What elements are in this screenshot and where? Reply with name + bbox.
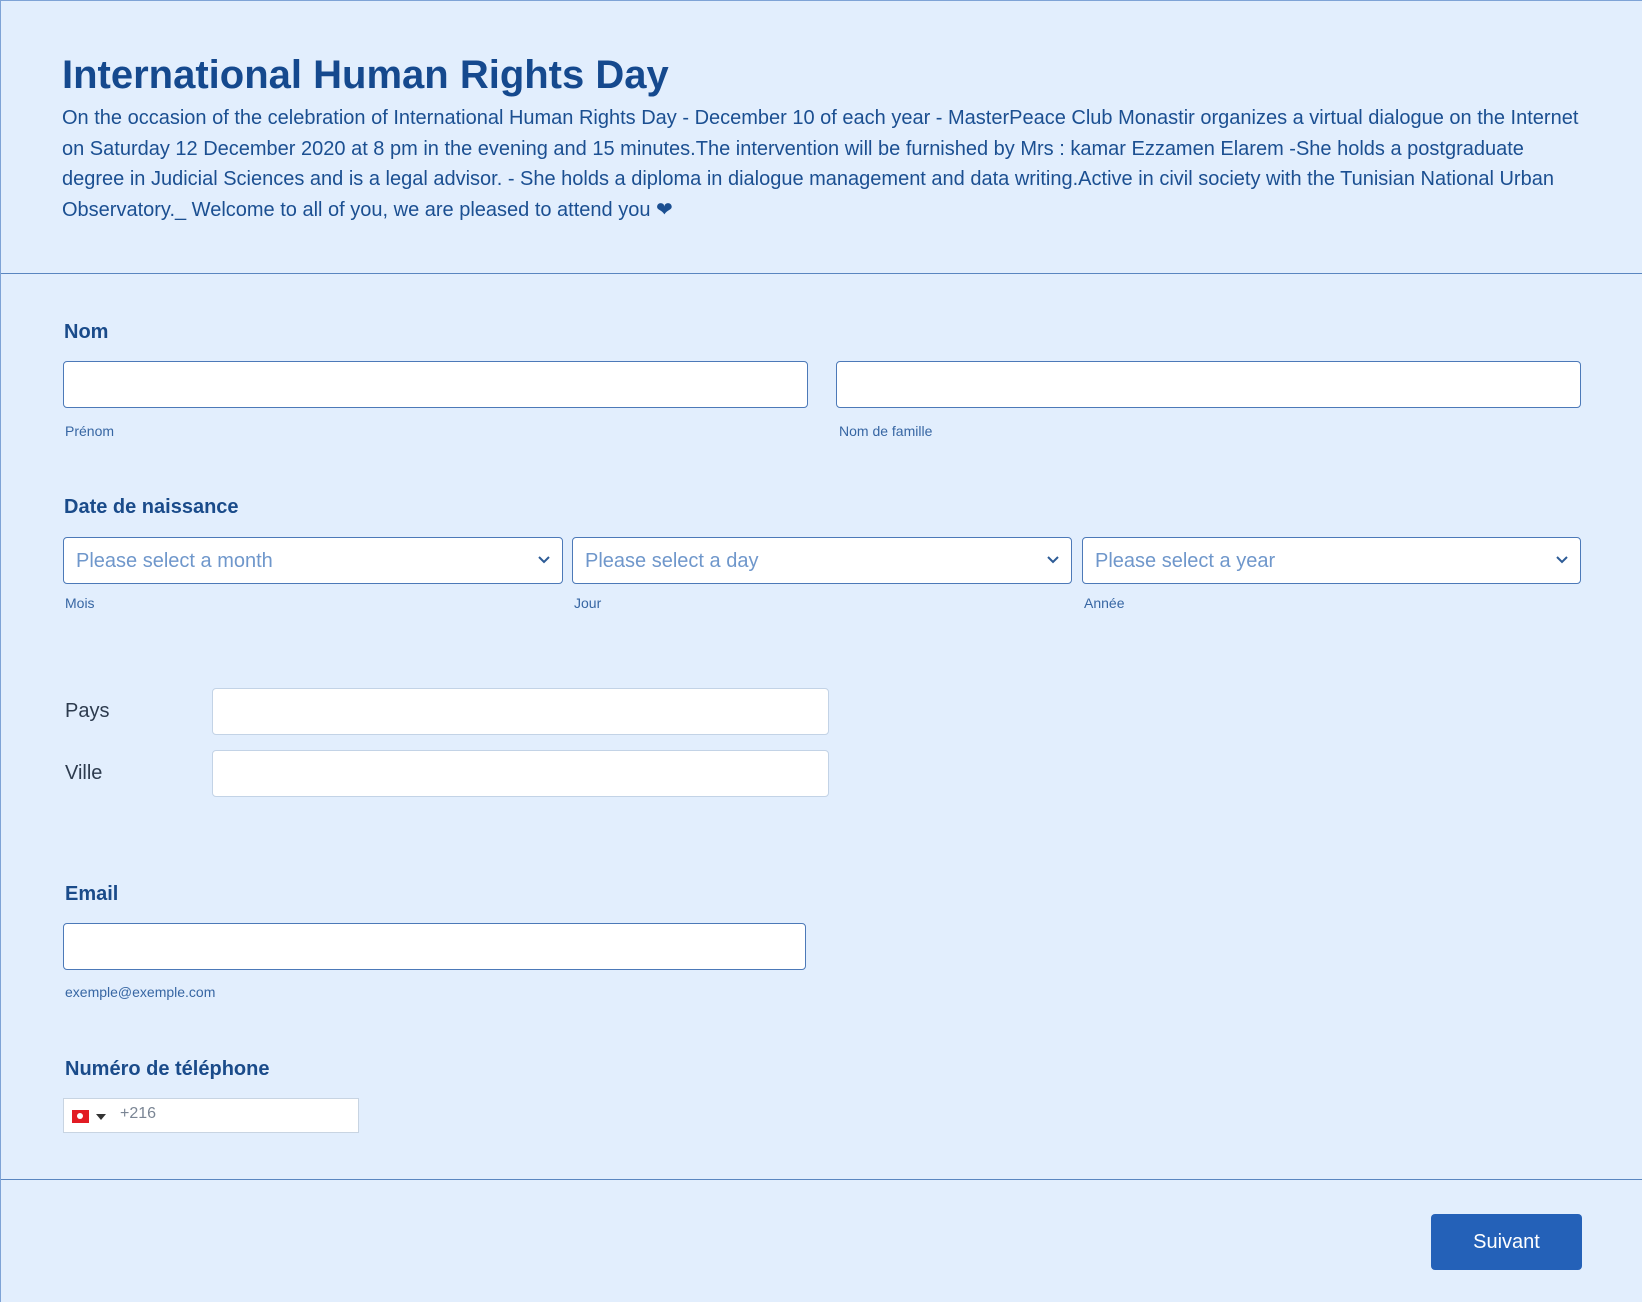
page-description: On the occasion of the celebration of International Human Rights Day - December 10 of each year - MasterPeace Club Monastir organizes a virtual dialogue on the Internet on Saturday 12 December 2020 at 8 pm in the evening and 15 minutes.The intervention will be furnished by Mrs : kamar Ezzamen Elarem -She holds a postgraduate degree in Judicial Sciences and is a legal advisor. - She holds a diploma in dialogue management and data writing.Active in civil society with the Tunisian National Urban Observatory._ Welcome to all of you, we are pleased to attend you ❤ bbox=[62, 107, 1579, 221]
chevron-down-icon bbox=[1045, 552, 1061, 568]
last-name-input[interactable] bbox=[836, 361, 1581, 408]
day-sublabel: Jour bbox=[574, 595, 602, 611]
year-select-placeholder: Please select a year bbox=[1095, 550, 1276, 572]
next-button[interactable]: Suivant bbox=[1431, 1214, 1582, 1270]
email-label: Email bbox=[65, 883, 119, 905]
form-header bbox=[1, 1, 1642, 274]
year-select[interactable] bbox=[1082, 537, 1581, 584]
year-sublabel: Année bbox=[1084, 595, 1125, 611]
last-name-sublabel: Nom de famille bbox=[839, 423, 933, 439]
city-label: Ville bbox=[65, 762, 103, 784]
phone-country-code: +216 bbox=[120, 1105, 157, 1122]
day-select[interactable] bbox=[572, 537, 1072, 584]
country-label: Pays bbox=[65, 700, 110, 722]
country-input[interactable] bbox=[212, 688, 829, 735]
email-sublabel: exemple@exemple.com bbox=[65, 984, 216, 1000]
phone-label: Numéro de téléphone bbox=[65, 1058, 270, 1080]
name-label: Nom bbox=[64, 321, 109, 343]
phone-input[interactable] bbox=[63, 1098, 359, 1133]
first-name-sublabel: Prénom bbox=[65, 423, 115, 439]
city-input[interactable] bbox=[212, 750, 829, 797]
caret-down-icon[interactable] bbox=[96, 1114, 106, 1120]
chevron-down-icon bbox=[1554, 552, 1570, 568]
first-name-input[interactable] bbox=[63, 361, 808, 408]
birthdate-label: Date de naissance bbox=[64, 496, 239, 518]
chevron-down-icon bbox=[536, 552, 552, 568]
email-input[interactable] bbox=[63, 923, 806, 970]
footer-divider bbox=[1, 1179, 1642, 1180]
tunisia-flag-icon[interactable] bbox=[72, 1110, 89, 1123]
month-select-placeholder: Please select a month bbox=[76, 550, 273, 572]
page-title: International Human Rights Day bbox=[62, 53, 669, 97]
month-select[interactable] bbox=[63, 537, 563, 584]
day-select-placeholder: Please select a day bbox=[585, 550, 759, 572]
month-sublabel: Mois bbox=[65, 595, 95, 611]
